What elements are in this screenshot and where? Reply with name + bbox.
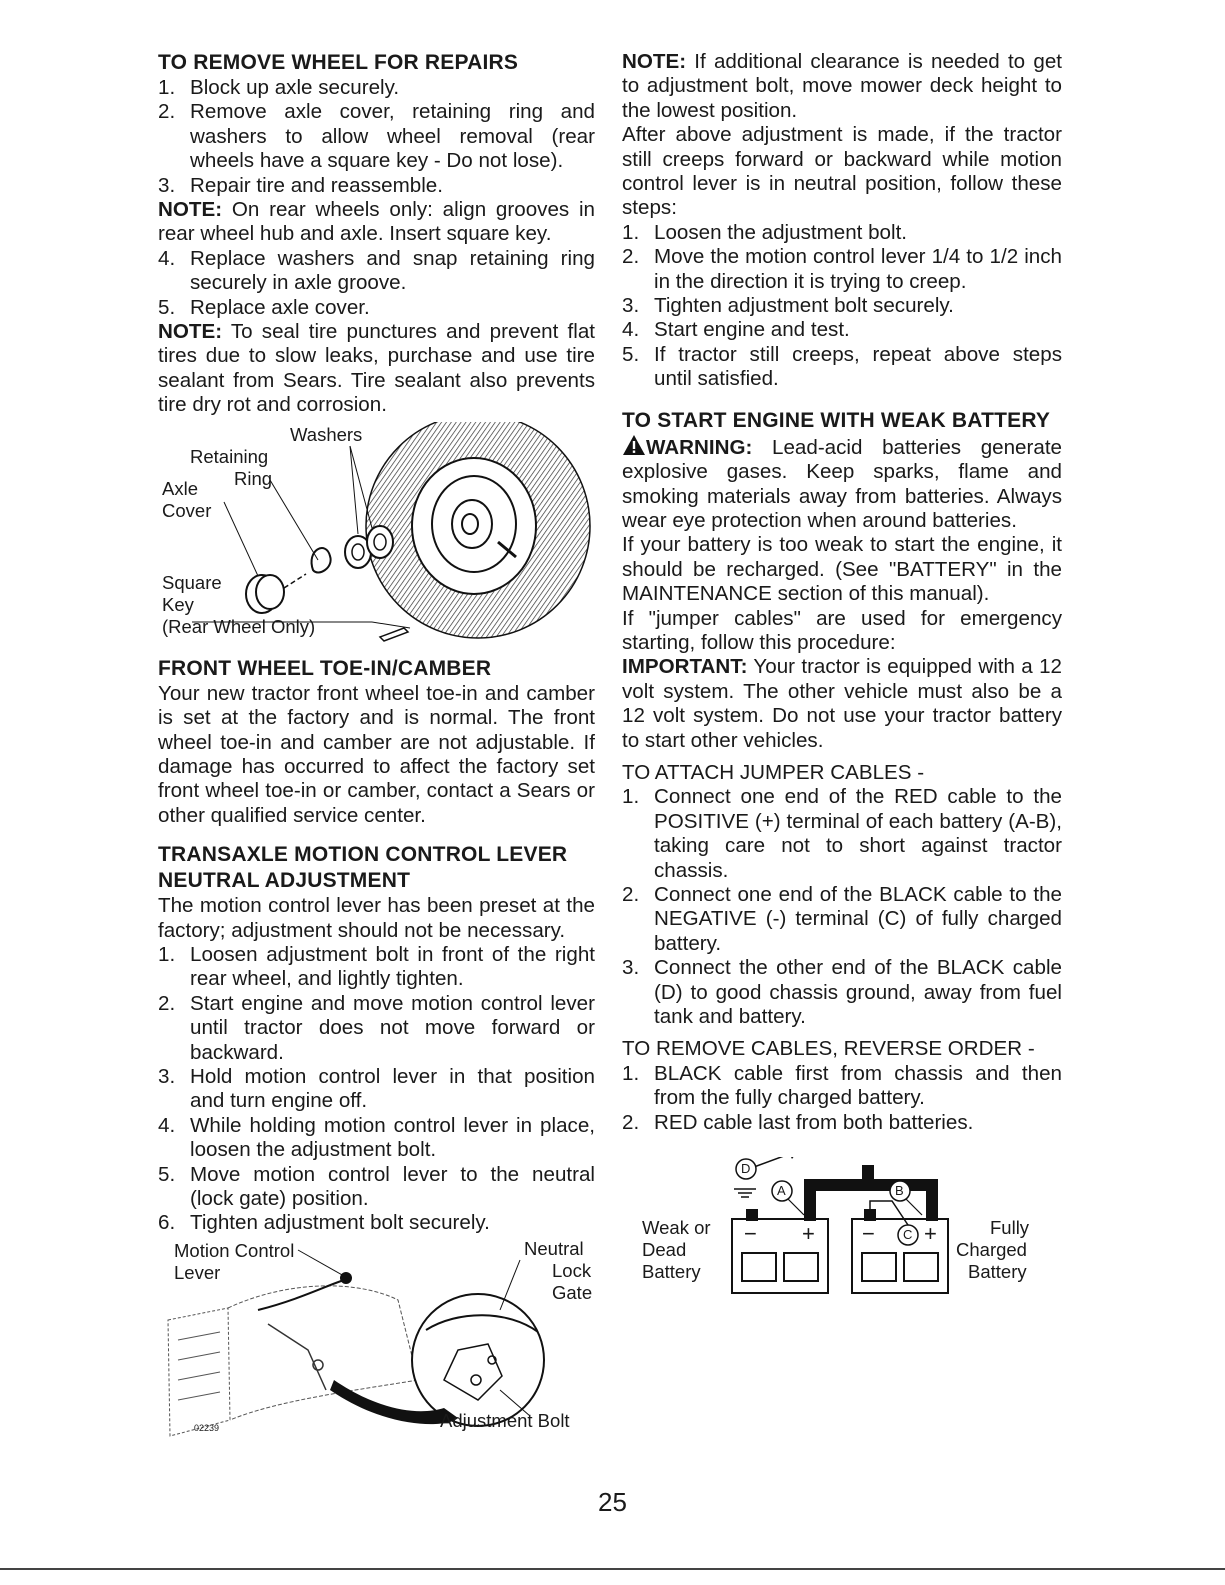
axle-label: Axle [162, 477, 198, 499]
transaxle-intro: The motion control lever has been preset at the factory; adjustment should not be necessary. [158, 894, 595, 942]
washers-label: Washers [290, 423, 363, 445]
charged-plus-sign: + [924, 1221, 937, 1247]
step-number: 3. [622, 294, 640, 318]
warning-label: WARNING: [646, 435, 753, 459]
step-text: Start engine and move motion control lever until tractor does not move forward or backward. [190, 991, 595, 1064]
step-text: Connect the other end of the BLACK cable (D) to good chassis ground, away from fuel tank and battery. [654, 956, 1062, 1029]
step-number: 5. [158, 295, 176, 319]
remove-cables-heading: TO REMOVE CABLES, REVERSE ORDER - [622, 1037, 1035, 1061]
step-number: 1. [158, 942, 176, 966]
left-column [158, 50, 595, 1440]
step-text: Start engine and test. [654, 318, 850, 342]
lever-label: Lever [174, 1261, 221, 1283]
note-label: NOTE: [158, 320, 223, 344]
step-number: 1. [622, 785, 640, 809]
weak-plus-sign: + [802, 1221, 815, 1247]
list-item [622, 294, 1062, 318]
figure-code: 02239 [194, 1422, 220, 1433]
step-text: While holding motion control lever in place, loosen the adjustment bolt. [190, 1113, 595, 1162]
weak-battery-label: Battery [642, 1261, 701, 1283]
section-heading-weak-battery: TO START ENGINE WITH WEAK BATTERY [622, 408, 1051, 432]
important-note [622, 655, 1062, 753]
label-a: A [777, 1183, 786, 1199]
step-text: Loosen the adjustment bolt. [654, 220, 908, 244]
step-text: Connect one end of the RED cable to the POSITIVE (+) terminal of each battery (A-B), taking care not to short against tractor chassis. [654, 785, 1062, 882]
step-number: 2. [622, 883, 640, 906]
step-text: Move the motion control lever 1/4 to 1/2 inch in the direction it is trying to creep. [654, 245, 1062, 293]
important-label: IMPORTANT: [622, 655, 748, 679]
important-text: Your tractor is equipped with a 12 volt system. The other vehicle must also be a 12 volt system. Do not use your tractor battery to start other vehicles. [622, 655, 1062, 752]
jumper-cables-text: If "jumper cables" are used for emergency starting, follow this procedure: [622, 606, 1062, 654]
step-number: 2. [622, 1110, 640, 1134]
fully-label: Fully [990, 1217, 1030, 1239]
step-text: Connect one end of the BLACK cable to the NEGATIVE (-) terminal (C) of fully charged battery. [654, 883, 1062, 955]
remove-cables-steps [622, 1062, 1062, 1135]
label-b: B [895, 1183, 904, 1199]
section-heading-transaxle: TRANSAXLE MOTION CONTROL LEVER [158, 843, 568, 867]
charged-minus-sign: − [862, 1221, 875, 1247]
step-number: 5. [158, 1162, 176, 1186]
list-item [622, 785, 1062, 883]
motion-control-figure [158, 1237, 595, 1440]
warning-icon [622, 434, 646, 456]
list-item [158, 1211, 595, 1235]
warning-text: Lead-acid batteries generate explosive gases. Keep sparks, flame and smoking materials away from batteries. Always wear eye protection when around batteries. [622, 435, 1062, 532]
bottom-rule [0, 1568, 1225, 1570]
step-number: 4. [158, 246, 176, 270]
gate-label: Gate [552, 1281, 593, 1303]
list-item [158, 100, 595, 173]
step-text: Tighten adjustment bolt securely. [654, 294, 954, 318]
step-text: Move motion control lever to the neutral (lock gate) position. [190, 1162, 595, 1210]
list-item [622, 318, 1062, 342]
list-item [158, 1065, 595, 1114]
list-item [158, 174, 595, 198]
step-text: Tighten adjustment bolt securely. [190, 1211, 490, 1235]
list-item [622, 1111, 1062, 1135]
list-item [158, 943, 595, 992]
label-d: D [741, 1161, 751, 1177]
list-item [158, 247, 595, 296]
step-number: 2. [622, 245, 640, 269]
recharge-text: If your battery is too weak to start the engine, it should be recharged. (See "BATTERY" in the MAINTENANCE section of this manual). [622, 533, 1062, 606]
list-item [622, 883, 1062, 956]
list-item [622, 956, 1062, 1029]
step-text: If tractor still creeps, repeat above steps until satisfied. [654, 342, 1062, 391]
section-heading-remove-wheel: TO REMOVE WHEEL FOR REPAIRS [158, 51, 519, 74]
cover-label: Cover [162, 499, 212, 521]
list-item [158, 296, 595, 320]
wheel-assembly-figure [158, 422, 595, 644]
note-text: If additional clearance is needed to get to adjustment bolt, move mower deck height to the lowest position. [622, 50, 1062, 122]
note-label: NOTE: [622, 50, 687, 73]
step-number: 1. [158, 76, 176, 99]
step-text: RED cable last from both batteries. [654, 1110, 974, 1134]
list-item [158, 76, 595, 100]
retaining-label: Retaining [190, 445, 269, 467]
sealant-note [158, 320, 595, 418]
step-text: Replace axle cover. [190, 295, 370, 319]
square-label: Square [162, 571, 222, 593]
weak-minus-sign: − [744, 1221, 757, 1247]
list-item [622, 221, 1062, 245]
after-adjustment-text: After above adjustment is made, if the tractor still creeps forward or backward while motion control lever is in neutral position, follow these steps: [622, 123, 1062, 220]
step-number: 4. [158, 1113, 176, 1137]
step-text: BLACK cable first from chassis and then from the fully charged battery. [654, 1061, 1062, 1110]
step-number: 6. [158, 1211, 176, 1235]
creep-steps [622, 221, 1062, 392]
list-item [622, 1062, 1062, 1111]
label-c: C [903, 1227, 913, 1243]
toe-camber-text: Your new tractor front wheel toe-in and camber is set at the factory and is normal. The front wheel toe-in and camber are not adjustable. If damage has occurred to affect the factory set front wheel toe-in or camber, contact a Sears or other qualified service center. [158, 681, 595, 827]
motion-control-label: Motion Control [174, 1239, 295, 1261]
weak-or-label: Weak or [642, 1217, 711, 1239]
step-text: Repair tire and reassemble. [190, 173, 443, 197]
remove-wheel-steps [158, 76, 595, 198]
remove-wheel-steps-continued [158, 247, 595, 320]
charged-label: Charged [956, 1239, 1027, 1261]
step-number: 3. [158, 173, 176, 197]
list-item [158, 992, 595, 1065]
step-number: 4. [622, 318, 640, 342]
section-heading-neutral-adjustment: NEUTRAL ADJUSTMENT [158, 869, 411, 893]
clearance-note [622, 50, 1062, 123]
step-text: Hold motion control lever in that position and turn engine off. [190, 1064, 595, 1113]
neutral-label: Neutral [524, 1237, 584, 1259]
attach-cables-steps [622, 785, 1062, 1029]
section-heading-toe-camber: FRONT WHEEL TOE-IN/CAMBER [158, 656, 492, 680]
lock-label: Lock [552, 1259, 592, 1281]
step-text: Remove axle cover, retaining ring and washers to allow wheel removal (rear wheels have a square key - Do not lose). [190, 100, 595, 173]
step-number: 2. [158, 100, 176, 124]
list-item [158, 1114, 595, 1163]
transaxle-steps [158, 943, 595, 1236]
charged-battery-label: Battery [968, 1261, 1027, 1283]
key-label: Key [162, 593, 194, 615]
note-text: To seal tire punctures and prevent flat tires due to slow leaks, purchase and use tire sealant from Sears. Tire sealant also prevents tire dry rot and corrosion. [158, 320, 595, 417]
step-text: Block up axle securely. [190, 76, 400, 99]
adjustment-bolt-label: Adjustment Bolt [440, 1409, 570, 1431]
step-text: Replace washers and snap retaining ring securely in axle groove. [190, 246, 595, 295]
list-item [622, 245, 1062, 294]
step-number: 3. [158, 1064, 176, 1088]
note-label: NOTE: [158, 198, 223, 222]
note-text: On rear wheels only: align grooves in rear wheel hub and axle. Insert square key. [158, 198, 595, 246]
step-number: 1. [622, 1061, 640, 1085]
dead-label: Dead [642, 1239, 687, 1261]
step-number: 2. [158, 991, 176, 1015]
ring-label: Ring [234, 467, 273, 489]
list-item [622, 343, 1062, 392]
step-text: Loosen adjustment bolt in front of the right rear wheel, and lightly tighten. [190, 942, 595, 991]
right-column [622, 50, 1062, 1307]
step-number: 3. [622, 956, 640, 980]
step-number: 1. [622, 220, 640, 244]
list-item [158, 1163, 595, 1212]
battery-warning [622, 434, 1062, 534]
page-number: 25 [598, 1487, 627, 1517]
rear-wheel-only-label: (Rear Wheel Only) [162, 615, 316, 637]
attach-cables-heading: TO ATTACH JUMPER CABLES - [622, 760, 925, 784]
jumper-cable-diagram [622, 1157, 1062, 1307]
rear-wheel-note [158, 198, 595, 247]
step-number: 5. [622, 342, 640, 366]
